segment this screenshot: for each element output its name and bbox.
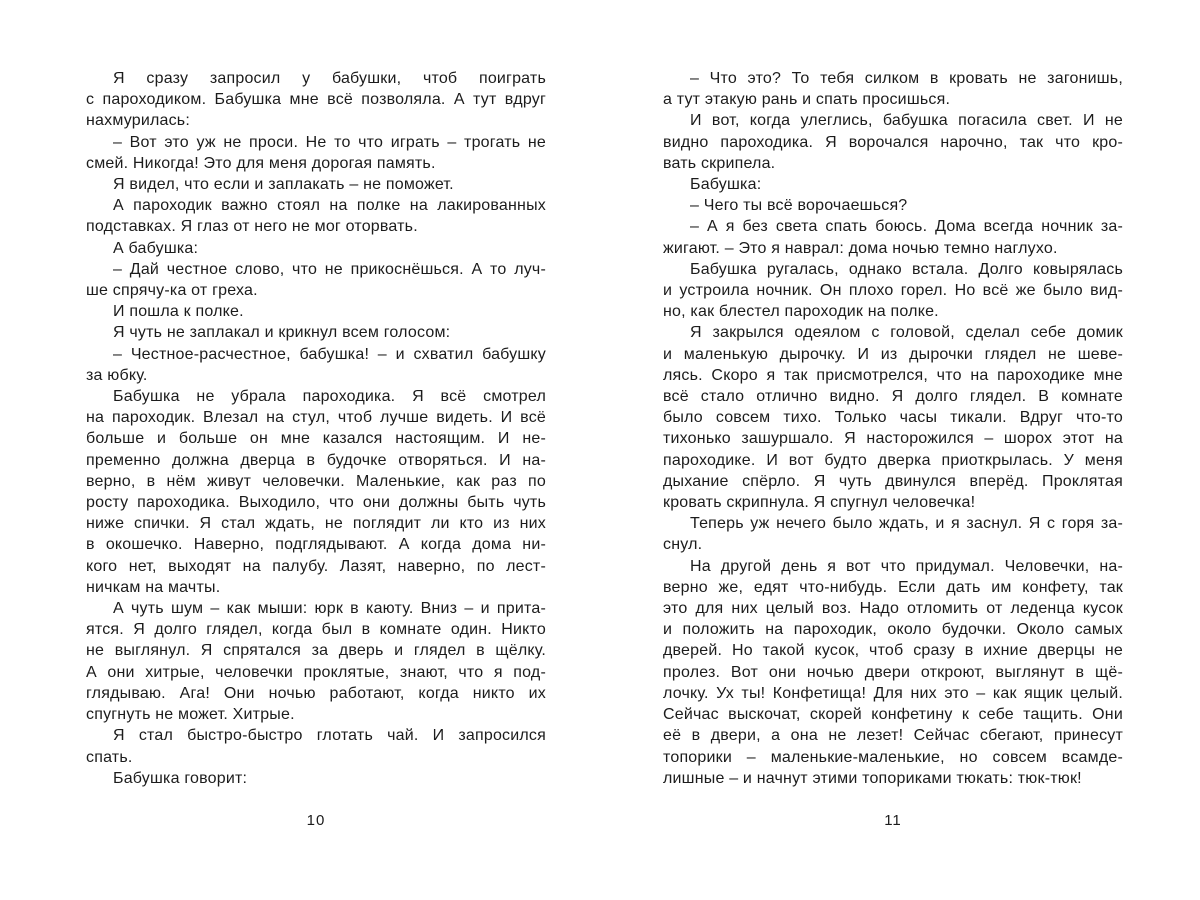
text-line: ше спрячу-ка от греха. [86,282,258,300]
text-line: и устроила ночник. Он плохо горел. Но всё же было вид- [663,282,1123,300]
text-line: спать. [86,748,133,766]
text-line: и маленькую дырочку. И из дырочки глядел не шеве- [663,345,1123,363]
text-line: Бабушка ругалась, однако встала. Долго ковырялась [690,260,1123,278]
page-number: 10 [306,812,326,829]
text-line: кого нет, выходят на палубу. Лазят, наверно, по лест- [86,557,546,575]
text-line: И пошла к полке. [113,303,244,321]
text-line: дыхание спёрло. Я чуть двинулся вперёд. Проклятая [663,472,1123,490]
text-line: Теперь уж нечего было ждать, и я заснул. Я с горя за- [690,515,1123,533]
text-line: и положить на пароходик, около будочки. Около самых [663,621,1123,639]
text-line: Я видел, что если и заплакать – не поможет. [113,176,454,194]
text-line: верно, в нём живут человечки. Маленькие, как раз по [86,472,546,490]
text-line: лясь. Скоро я так присмотрелся, что на пароходике мне [663,366,1123,384]
text-line: Я стал быстро-быстро глотать чай. И запросился [113,727,546,745]
text-line: – А я без света спать боюсь. Дома всегда ночник за- [690,218,1123,236]
text-line: А чуть шум – как мыши: юрк в каюту. Вниз – и прита- [113,600,546,618]
text-line: её в двери, а она не лезет! Сейчас сбегают, принесут [663,727,1123,745]
text-line: ятся. Я долго глядел, когда был в комнате один. Никто [86,621,546,639]
text-line: было совсем тихо. Только часы тикали. Вдруг что-то [663,409,1123,427]
text-line: – Чего ты всё ворочаешься? [690,197,908,215]
text-line: не выглянул. Я спрятался за дверь и глядел в щёлку. [86,642,546,660]
text-line: это для них целый воз. Надо отломить от леденца кусок [663,600,1123,618]
text-line: нахмурилась: [86,112,190,130]
book-page-right [663,68,1123,829]
text-line: а тут этакую рань и спать просишься. [663,91,951,109]
text-line: пароходике. И вот будто дверка приоткрылась. У меня [663,451,1123,469]
text-line: снул. [663,536,703,554]
text-line: но, как блестел пароходик на полке. [663,303,939,321]
text-line: за юбку. [86,366,148,384]
page-text [663,68,1123,789]
text-line: – Что это? То тебя силком в кровать не загонишь, [690,70,1123,87]
text-line: Я закрылся одеялом с головой, сделал себе домик [690,324,1123,342]
text-line: лишные – и начнут этими топориками тюкать: тюк-тюк! [663,769,1082,787]
text-line: видно пароходика. Я ворочался нарочно, так что кро- [663,133,1123,151]
text-line: жигают. – Это я наврал: дома ночью темно наглухо. [663,239,1058,257]
text-line: пролез. Вот они ночью двери откроют, выглянут в щё- [663,663,1123,681]
text-line: больше и больше он мне казался настоящим. И не- [86,430,546,448]
page-text [86,68,546,789]
text-line: Бабушка не убрала пароходика. Я всё смотрел [113,388,546,406]
text-line: Я сразу запросил у бабушки, чтоб поиграть [113,70,546,87]
text-line: А пароходик важно стоял на полке на лакированных [113,197,546,215]
text-line: ниже спички. Я стал ждать, не поглядит ли кто из них [86,515,546,533]
text-line: вать скрипела. [663,154,776,172]
text-line: смей. Никогда! Это для меня дорогая память. [86,154,436,172]
text-line: Бабушка: [690,176,762,194]
text-line: всё стало отлично видно. Я долго глядел. В комнате [663,388,1123,406]
text-line: тихонько зашуршало. Я насторожился – шорох этот на [663,430,1123,448]
page-number: 11 [884,812,902,829]
book-page-left [86,68,546,829]
text-line: лочку. Ух ты! Конфетища! Для них это – как ящик целый. [663,684,1123,702]
text-line: на пароходик. Влезал на стул, чтоб лучше видеть. И всё [86,409,546,427]
text-line: И вот, когда улеглись, бабушка погасила свет. И не [690,112,1123,130]
text-line: – Честное-расчестное, бабушка! – и схватил бабушку [113,345,546,363]
text-line: Сейчас выскочат, скорей конфетину к себе тащить. Они [663,706,1123,724]
text-line: в окошечко. Наверно, подглядывают. А когда дома ни- [86,536,546,554]
text-line: – Вот это уж не проси. Не то что играть – трогать не [113,133,546,151]
text-line: с пароходиком. Бабушка мне всё позволяла. А тут вдруг [86,91,546,109]
text-line: глядываю. Ага! Они ночью работают, когда никто их [86,684,546,702]
text-line: спугнуть не может. Хитрые. [86,706,295,724]
text-line: пременно должна дверца в будочке отворяться. И на- [86,451,546,469]
text-line: На другой день я вот что придумал. Человечки, на- [690,557,1123,575]
text-line: А бабушка: [113,239,199,257]
text-line: А они хитрые, человечки проклятые, знают, что я под- [86,663,546,681]
text-line: росту пароходика. Выходило, что они должны быть чуть [86,494,546,512]
text-line: кровать скрипнула. Я спугнул человечка! [663,494,976,512]
text-line: Бабушка говорит: [113,769,248,787]
text-line: верно же, едят что-нибудь. Если дать им конфету, так [663,578,1123,596]
text-line: ничкам на мачты. [86,578,221,596]
text-line: подставках. Я глаз от него не мог оторвать. [86,218,418,236]
text-line: дверей. Но такой кусок, чтоб сразу в ихние дверцы не [663,642,1123,660]
text-line: топорики – маленькие-маленькие, но совсем всамде- [663,748,1123,766]
text-line: Я чуть не заплакал и крикнул всем голосом: [113,324,451,342]
text-line: – Дай честное слово, что не прикоснёшься. А то луч- [113,260,546,278]
